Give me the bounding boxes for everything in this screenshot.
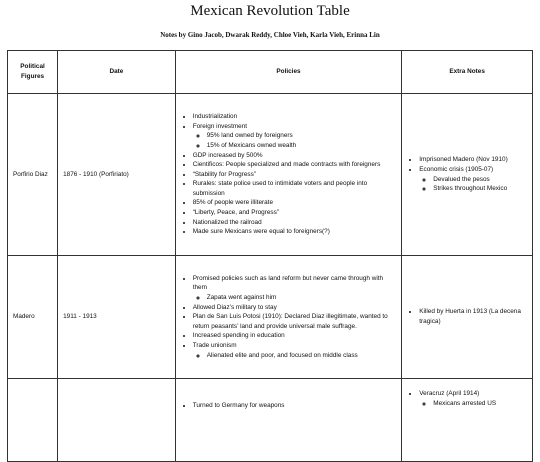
list-item (193, 218, 397, 228)
sub-list-item: ◦ Alienated elite and poor, and focused on middle class (207, 351, 397, 361)
list-item-text: Foreign investment (192, 122, 248, 130)
policies-cell (175, 94, 402, 256)
list-item (193, 208, 397, 218)
list-item-text: Increased spending in education (192, 332, 285, 340)
list-item (193, 401, 397, 411)
list-item-text: Trade unionism (192, 341, 237, 349)
list-item-text: Economic crisis (1905-07) (419, 165, 494, 173)
policies-list (181, 274, 397, 360)
revolution-table (7, 50, 533, 462)
sub-list (193, 131, 397, 150)
list-item (193, 151, 397, 161)
sub-list-item: ◦ Zapata went against him (207, 293, 397, 303)
sub-list-item: ◦ Strikes throughout Mexico (433, 184, 527, 194)
list-item (193, 274, 397, 303)
sub-list-item: ◦ 15% of Mexicans owned wealth (207, 141, 397, 151)
list-item-text: Made sure Mexicans were equal to foreigners(?) (192, 228, 330, 236)
list-item-text: Turned to Germany for weapons (192, 402, 285, 409)
list-item-text: Veracruz (April 1914) (419, 390, 480, 397)
sub-list-item: ◦ Devalued the pesos (433, 175, 527, 185)
list-item-text: Plan de San Luis Potosi (1910): Declared Diaz illegitimate, wanted to return peasants’ land and provide universal male suffrage. (192, 313, 388, 330)
date-cell: 1911 - 1913 (58, 256, 176, 379)
list-item (193, 227, 397, 237)
date-cell (58, 379, 176, 462)
list-item (193, 122, 397, 151)
list-item (193, 170, 397, 180)
sub-list (419, 175, 527, 194)
list-item-text: Nationalized the railroad (192, 218, 262, 226)
list-item (193, 331, 397, 341)
page-title: Mexican Revolution Table (190, 3, 350, 19)
notes-list (407, 389, 527, 408)
header-extra-notes: Extra Notes (402, 51, 533, 94)
list-item-text: Imprisoned Madero (Nov 1910) (419, 156, 508, 164)
list-item (419, 155, 527, 165)
policies-list (181, 401, 397, 411)
list-item-text: “Liberty, Peace, and Progress” (192, 209, 279, 217)
list-item-text: GDP increased by 500% (192, 151, 263, 159)
sub-list-item: ◦ Mexicans arrested US (433, 399, 527, 409)
list-item-text: 85% of people were illiterate (192, 199, 274, 207)
header-policies: Policies (175, 51, 402, 94)
figure-cell (8, 379, 58, 462)
list-item (193, 198, 397, 208)
table-row (8, 94, 533, 256)
table-header-row (8, 51, 533, 94)
list-item (193, 312, 397, 331)
list-item (419, 389, 527, 408)
notes-cell (402, 379, 533, 462)
notes-list (407, 155, 527, 193)
list-item (193, 160, 397, 170)
policies-cell (175, 379, 402, 462)
list-item-text: Industrialization (192, 113, 238, 121)
list-item (193, 179, 397, 198)
list-item-text: Cientificos: People specialized and made contracts with foreigners (192, 161, 381, 169)
notes-cell (402, 94, 533, 256)
list-item (419, 165, 527, 194)
notes-list (407, 307, 527, 326)
notes-cell (402, 256, 533, 379)
list-item-text: “Stability for Progress” (192, 170, 256, 178)
page-subtitle: Notes by Gino Jacob, Dwarak Reddy, Chloe Vieh, Karla Vieh, Erinna Lin (160, 31, 380, 39)
figure-cell: Madero (8, 256, 58, 379)
list-item-text: Allowed Diaz’s military to stay (192, 303, 277, 311)
list-item (419, 307, 527, 326)
list-item-text: Rurales: state police used to intimidate voters and people into submission (192, 180, 368, 197)
list-item (193, 112, 397, 122)
policies-cell (175, 256, 402, 379)
list-item (193, 341, 397, 360)
list-item-text: Promised policies such as land reform but never came through with them (192, 274, 384, 292)
list-item-text: Killed by Huerta in 1913 (La decena tragica) (419, 308, 521, 325)
table-row (8, 256, 533, 379)
sub-list (193, 351, 397, 361)
header-date: Date (58, 51, 176, 94)
sub-list (419, 399, 527, 409)
figure-cell: Porfirio Diaz (8, 94, 58, 256)
policies-list (181, 112, 397, 237)
header-political-figures: Political Figures (8, 51, 58, 94)
date-cell: 1876 - 1910 (Porfiriato) (58, 94, 176, 256)
sub-list (193, 293, 397, 303)
table-row (8, 379, 533, 462)
list-item (193, 303, 397, 313)
sub-list-item: ◦ 95% land owned by foreigners (207, 131, 397, 141)
